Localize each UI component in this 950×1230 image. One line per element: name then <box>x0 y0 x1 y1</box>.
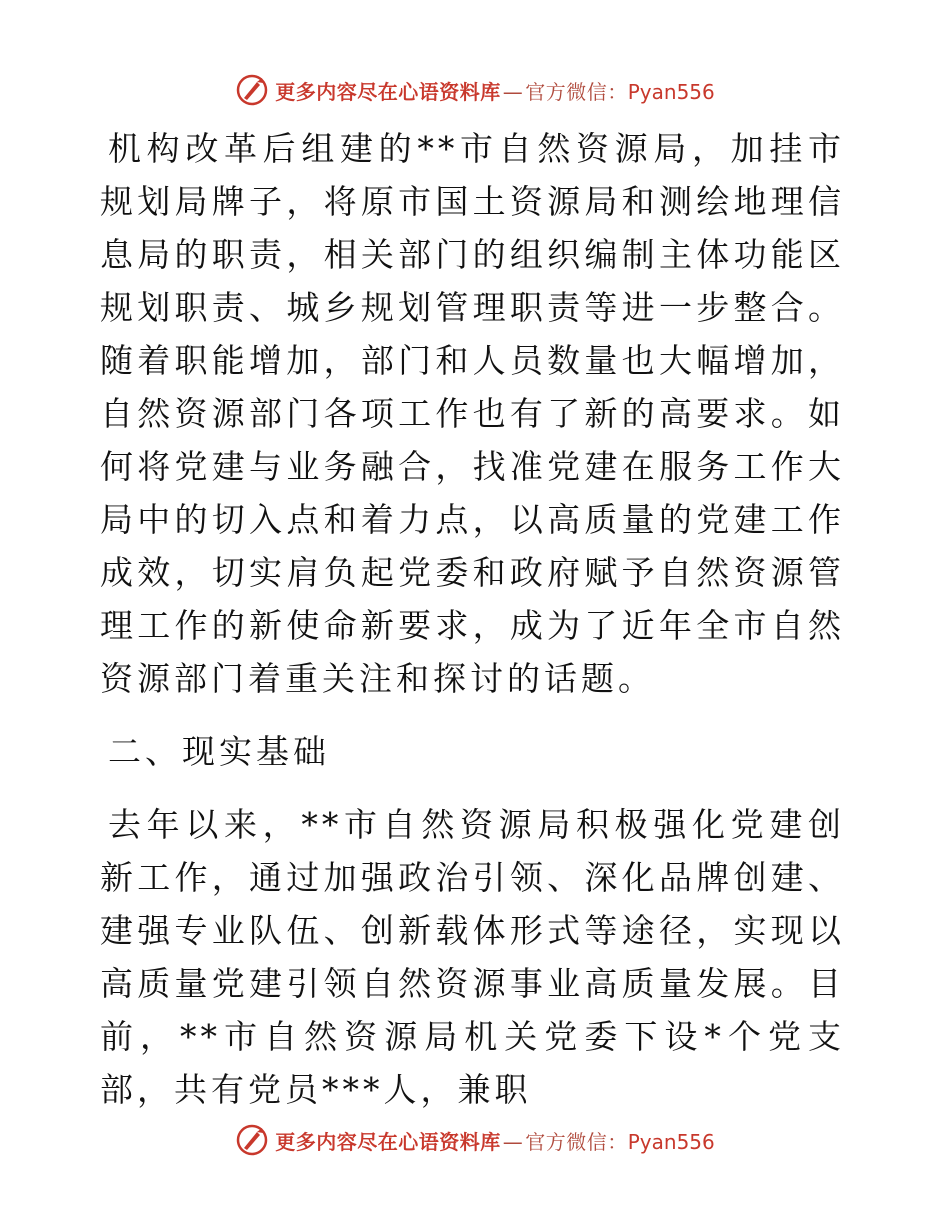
banner-separator: — <box>502 79 524 104</box>
header-watermark-banner <box>0 70 950 110</box>
banner-text <box>275 1126 715 1155</box>
footer-watermark-banner <box>0 1120 950 1160</box>
banner-wechat-id: Pyan556 <box>627 79 715 104</box>
paragraph-2: 去年以来，**市自然资源局积极强化党建创新工作，通过加强政治引领、深化品牌创建、建强专业队伍、创新载体形式等途径，实现以高质量党建引领自然资源事业高质量发展。目前，**市自然资源局机关党委下设*个党支部，共有党员***人，兼职 <box>100 805 845 1109</box>
banner-wechat-label: 官方微信： <box>525 1129 628 1154</box>
section-heading: 二、现实基础 <box>108 732 330 771</box>
banner-main-text: 更多内容尽在心语资料库 <box>275 79 501 104</box>
banner-wechat-id: Pyan556 <box>627 1129 715 1154</box>
banner-wechat-label: 官方微信： <box>525 79 628 104</box>
paragraph-1: 机构改革后组建的**市自然资源局，加挂市规划局牌子，将原市国土资源局和测绘地理信息局的职责，相关部门的组织编制主体功能区规划职责、城乡规划管理职责等进一步整合。随着职能增加，部门和人员数量也大幅增加，自然资源部门各项工作也有了新的高要求。如何将党建与业务融合，找准党建在服务工作大局中的切入点和着力点，以高质量的党建工作成效，切实肩负起党委和政府赋予自然资源管理工作的新使命新要求，成为了近年全市自然资源部门着重关注和探讨的话题。 <box>100 129 845 698</box>
quill-logo-icon <box>235 73 269 107</box>
banner-separator: — <box>502 1129 524 1154</box>
document-body <box>100 122 845 1116</box>
banner-text <box>275 76 715 105</box>
banner-main-text: 更多内容尽在心语资料库 <box>275 1129 501 1154</box>
quill-logo-icon <box>235 1123 269 1157</box>
